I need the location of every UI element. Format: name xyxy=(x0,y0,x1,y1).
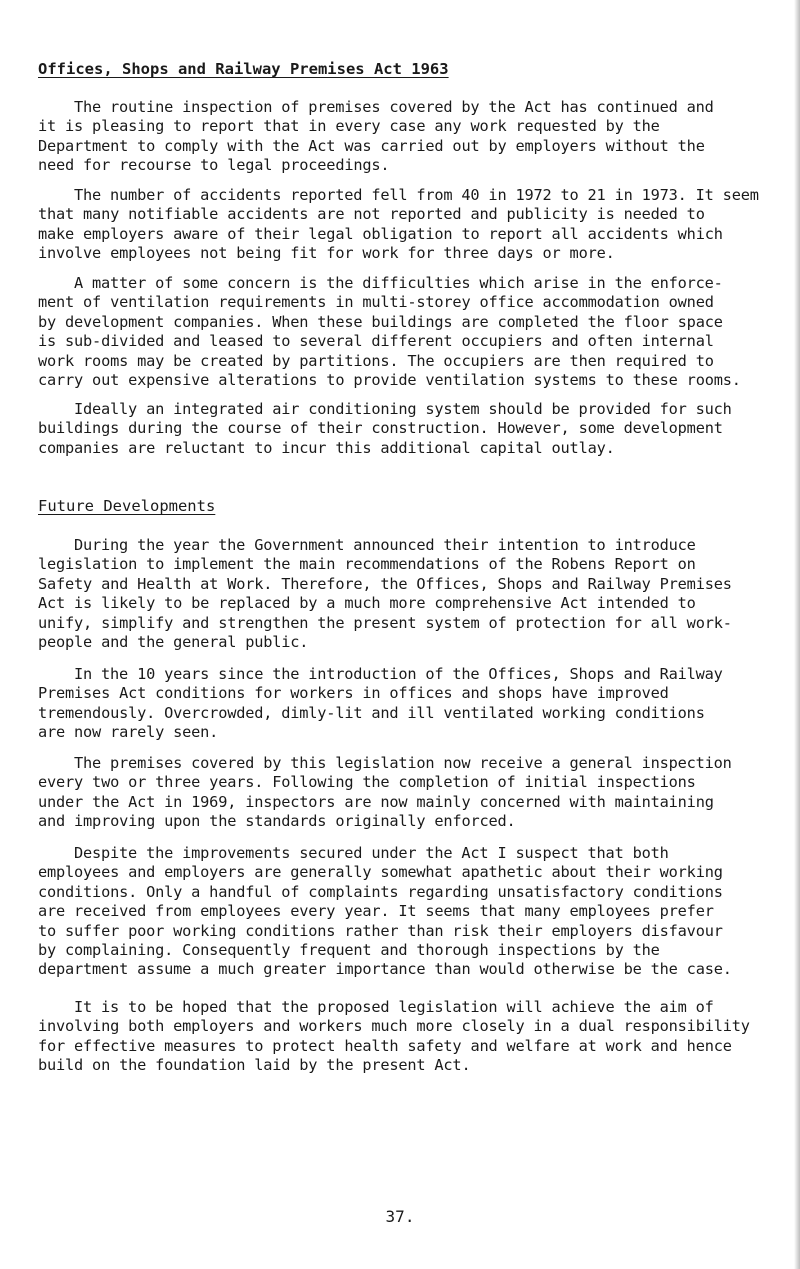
text-line: buildings during the course of their construction. However, some development xyxy=(38,419,723,438)
text-line: Act is likely to be replaced by a much more comprehensive Act intended to xyxy=(38,594,696,613)
text-line: people and the general public. xyxy=(38,633,309,652)
paragraph-accidents xyxy=(38,186,792,264)
scan-edge-shadow xyxy=(794,0,800,1269)
text-line: employees and employers are generally somewhat apathetic about their working xyxy=(38,863,723,882)
section-heading-future-developments: Future Developments xyxy=(38,497,216,515)
text-line: legislation to implement the main recommendations of the Robens Report on xyxy=(38,555,696,574)
text-line: Despite the improvements secured under the Act I suspect that both xyxy=(74,844,669,862)
text-line: During the year the Government announced their intention to introduce xyxy=(74,536,696,554)
text-line: build on the foundation laid by the present Act. xyxy=(38,1056,471,1075)
text-line: need for recourse to legal proceedings. xyxy=(38,156,390,175)
text-line: department assume a much greater importance than would otherwise be the case. xyxy=(38,960,732,979)
page-number: 37. xyxy=(385,1207,415,1226)
text-line: every two or three years. Following the completion of initial inspections xyxy=(38,773,696,792)
text-line: conditions. Only a handful of complaints regarding unsatisfactory conditions xyxy=(38,882,723,901)
text-line: to suffer poor working conditions rather than risk their employers disfavour xyxy=(38,921,723,940)
paragraph-proposed-legislation xyxy=(38,998,792,1076)
paragraph-apathy xyxy=(38,844,792,980)
text-line: The number of accidents reported fell from 40 in 1972 to 21 in 1973. It seem xyxy=(74,186,759,204)
text-line: is sub-divided and leased to several different occupiers and often internal xyxy=(38,332,714,351)
text-line: under the Act in 1969, inspectors are now mainly concerned with maintaining xyxy=(38,792,714,811)
text-line: A matter of some concern is the difficulties which arise in the enforce- xyxy=(74,274,723,292)
text-line: for effective measures to protect health safety and welfare at work and hence xyxy=(38,1036,732,1055)
text-line: It is to be hoped that the proposed legislation will achieve the aim of xyxy=(74,998,714,1016)
text-line: The routine inspection of premises covered by the Act has continued and xyxy=(74,98,714,116)
text-line: Department to comply with the Act was carried out by employers without the xyxy=(38,136,705,155)
text-line: involve employees not being fit for work for three days or more. xyxy=(38,244,615,263)
text-line: tremendously. Overcrowded, dimly-lit and ill ventilated working conditions xyxy=(38,703,705,722)
section-heading-act: Offices, Shops and Railway Premises Act 1963 xyxy=(38,60,449,78)
text-line: Ideally an integrated air conditioning system should be provided for such xyxy=(74,400,732,418)
text-line: by complaining. Consequently frequent and thorough inspections by the xyxy=(38,941,660,960)
paragraph-government-intention xyxy=(38,536,792,652)
text-line: In the 10 years since the introduction of the Offices, Shops and Railway xyxy=(74,665,723,683)
text-line: that many notifiable accidents are not reported and publicity is needed to xyxy=(38,205,705,224)
text-line: carry out expensive alterations to provide ventilation systems to these rooms. xyxy=(38,371,741,390)
text-line: and improving upon the standards originally enforced. xyxy=(38,812,516,831)
text-line: work rooms may be created by partitions. The occupiers are then required to xyxy=(38,351,714,370)
text-line: it is pleasing to report that in every case any work requested by the xyxy=(38,117,660,136)
text-line: involving both employers and workers much more closely in a dual responsibility xyxy=(38,1017,750,1036)
paragraph-ventilation xyxy=(38,274,792,390)
text-line: are received from employees every year. It seems that many employees prefer xyxy=(38,902,714,921)
paragraph-air-conditioning xyxy=(38,400,792,458)
text-line: The premises covered by this legislation now receive a general inspection xyxy=(74,754,732,772)
text-line: are now rarely seen. xyxy=(38,723,219,742)
paragraph-general-inspection xyxy=(38,754,792,832)
text-line: unify, simplify and strengthen the present system of protection for all work- xyxy=(38,613,732,632)
text-line: by development companies. When these buildings are completed the floor space xyxy=(38,312,723,331)
text-line: ment of ventilation requirements in multi-storey office accommodation owned xyxy=(38,293,714,312)
text-line: Safety and Health at Work. Therefore, the Offices, Shops and Railway Premises xyxy=(38,574,732,593)
paragraph-routine-inspection xyxy=(38,98,792,176)
text-line: Premises Act conditions for workers in offices and shops have improved xyxy=(38,684,669,703)
text-line: companies are reluctant to incur this additional capital outlay. xyxy=(38,438,615,457)
paragraph-ten-years xyxy=(38,665,792,743)
text-line: make employers aware of their legal obligation to report all accidents which xyxy=(38,224,723,243)
